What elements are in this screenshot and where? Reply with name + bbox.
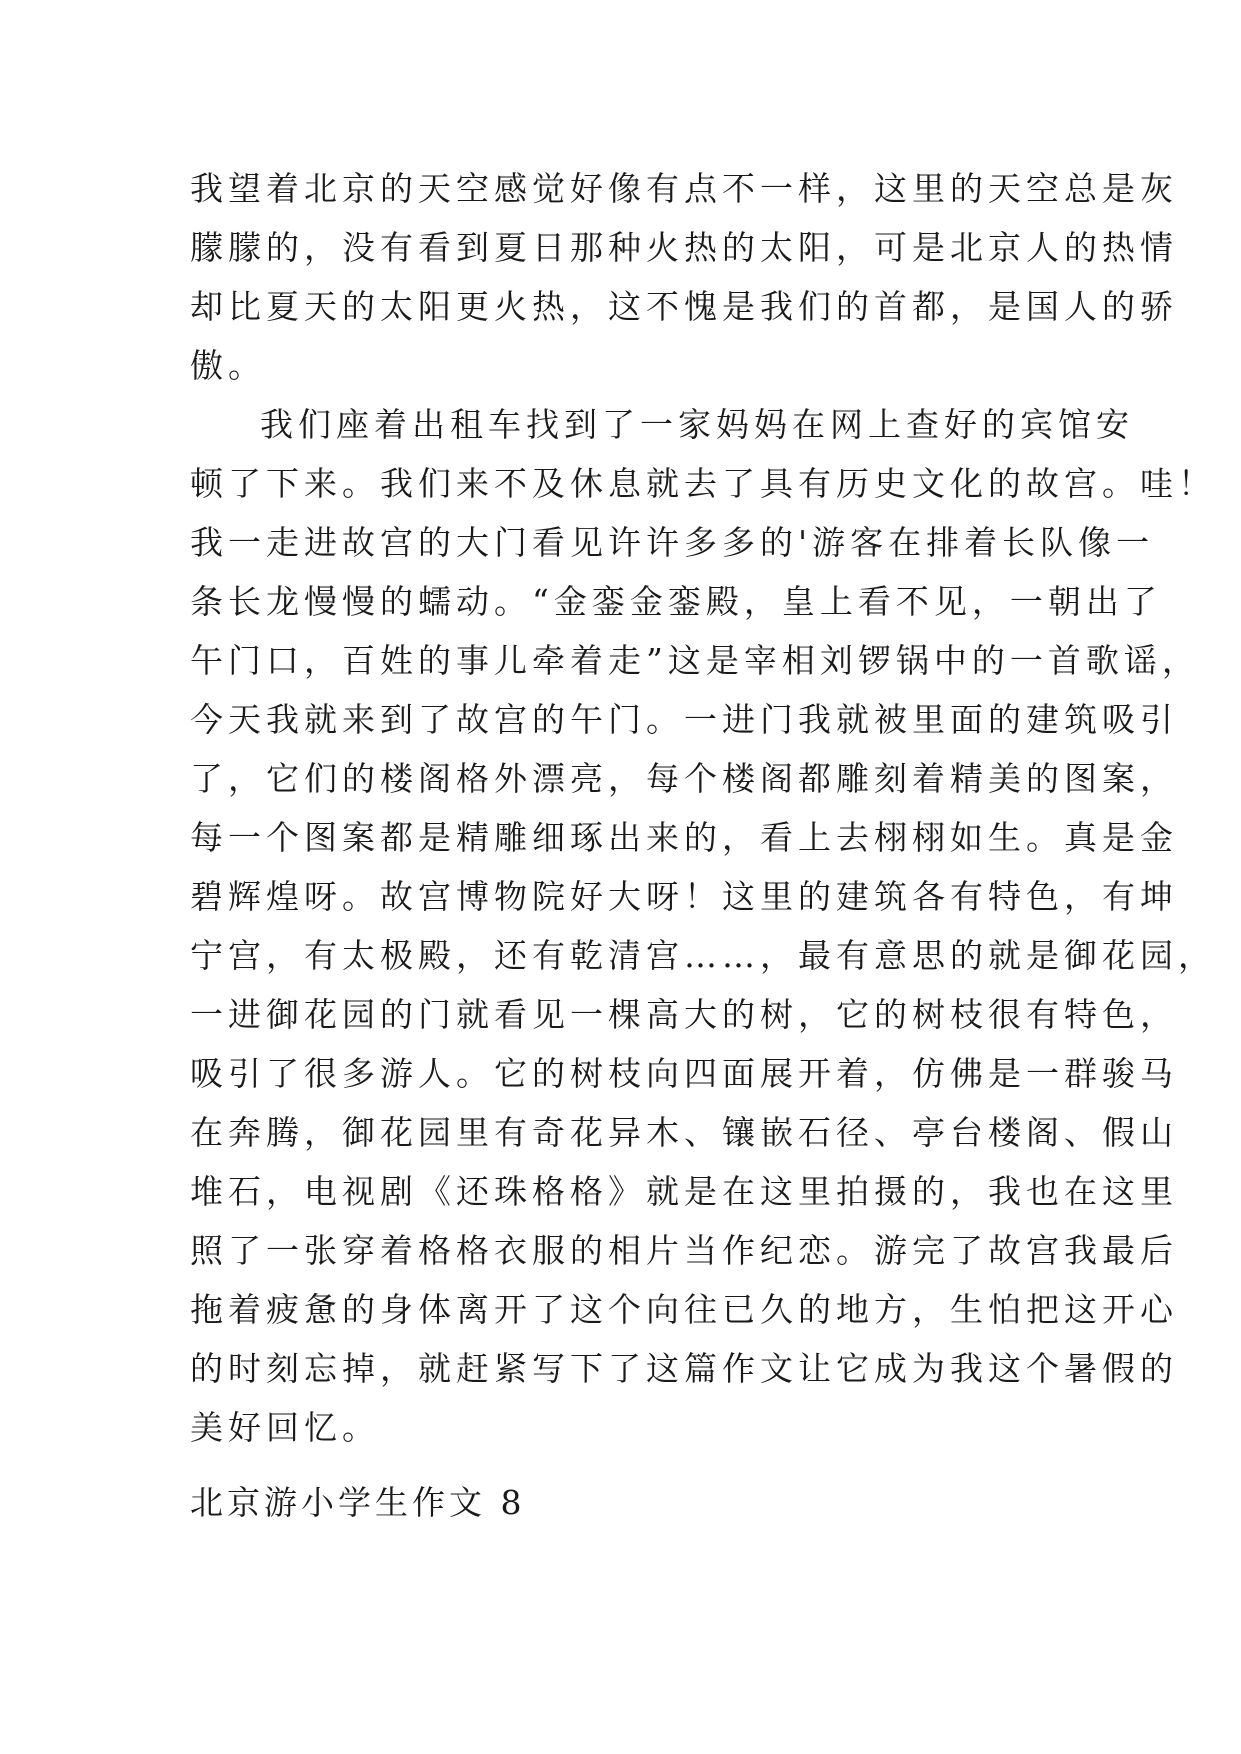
paragraph-line: 了，它们的楼阁格外漂亮，每个楼阁都雕刻着精美的图案，: [190, 759, 1178, 798]
paragraph-line: 却比夏天的太阳更火热，这不愧是我们的首都，是国人的骄: [190, 287, 1178, 326]
section-heading: [190, 1473, 1070, 1532]
paragraph-line: 我们座着出租车找到了一家妈妈在网上查好的宾馆安: [260, 405, 1134, 444]
paragraph-line: 吸引了很多游人。它的树枝向四面展开着，仿佛是一群骏马: [190, 1054, 1178, 1093]
paragraph-line: 朦朦的，没有看到夏日那种火热的太阳，可是北京人的热情: [190, 228, 1178, 267]
paragraph-line: 午门口，百姓的事儿牵着走”这是宰相刘锣锅中的一首歌谣，: [190, 641, 1200, 680]
paragraph-line: 条长龙慢慢的蠕动。“金銮金銮殿，皇上看不见，一朝出了: [190, 582, 1162, 621]
paragraph-line: 每一个图案都是精雕细琢出来的，看上去栩栩如生。真是金: [190, 818, 1178, 857]
paragraph-line: 傲。: [190, 346, 266, 385]
heading-text: 北京游小学生作文 8: [190, 1483, 526, 1522]
paragraph-line: 拖着疲惫的身体离开了这个向往已久的地方，生怕把这开心: [190, 1290, 1178, 1329]
paragraph-line: 美好回忆。: [190, 1408, 380, 1447]
paragraph-1: [190, 159, 1178, 395]
paragraph-line: 宁宫，有太极殿，还有乾清宫……，最有意思的就是御花园，: [190, 936, 1216, 975]
paragraph-line: 的时刻忘掉，就赶紧写下了这篇作文让它成为我这个暑假的: [190, 1349, 1178, 1388]
paragraph-2: [190, 395, 1216, 1457]
paragraph-line: 今天我就来到了故宫的午门。一进门我就被里面的建筑吸引: [190, 700, 1178, 739]
paragraph-line: 照了一张穿着格格衣服的相片当作纪恋。游完了故宫我最后: [190, 1231, 1178, 1270]
paragraph-line: 在奔腾，御花园里有奇花异木、镶嵌石径、亭台楼阁、假山: [190, 1113, 1178, 1152]
paragraph-line: 碧辉煌呀。故宫博物院好大呀！这里的建筑各有特色，有坤: [190, 877, 1178, 916]
paragraph-line: 我一走进故宫的大门看见许许多多的'游客在排着长队像一: [190, 523, 1155, 562]
paragraph-line: 堆石，电视剧《还珠格格》就是在这里拍摄的，我也在这里: [190, 1172, 1178, 1211]
paragraph-line: 一进御花园的门就看见一棵高大的树，它的树枝很有特色，: [190, 995, 1178, 1034]
paragraph-line: 我望着北京的天空感觉好像有点不一样，这里的天空总是灰: [190, 169, 1178, 208]
paragraph-line: 顿了下来。我们来不及休息就去了具有历史文化的故宫。哇！: [190, 464, 1216, 503]
